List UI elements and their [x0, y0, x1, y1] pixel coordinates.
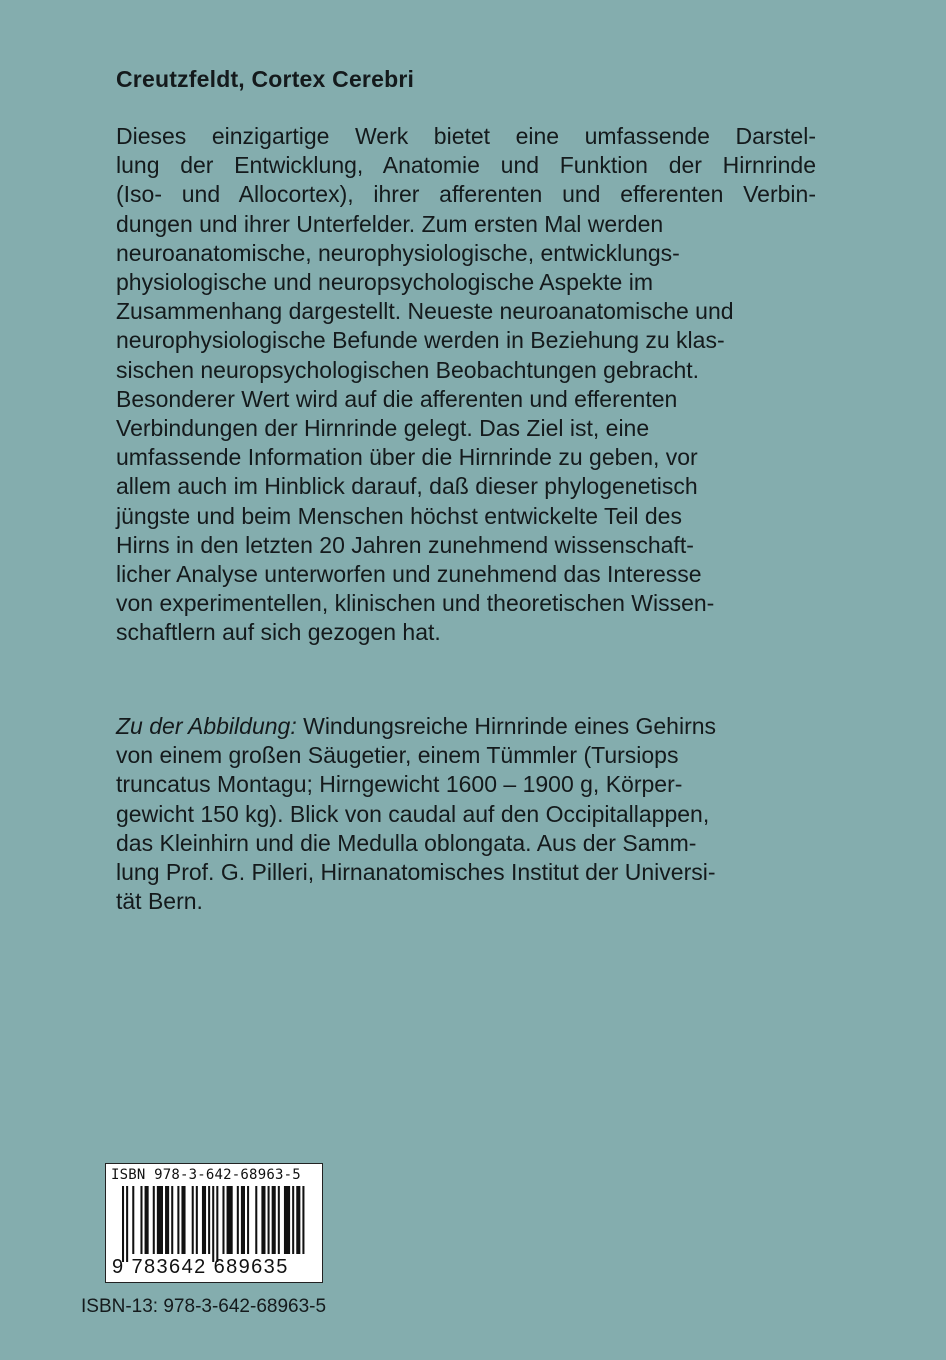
barcode-bar — [140, 1186, 142, 1254]
barcode-bar — [278, 1186, 280, 1254]
description-line: licher Analyse unterworfen und zunehmend das Interesse — [116, 561, 702, 588]
barcode-bar — [227, 1186, 233, 1254]
barcode-bar — [122, 1186, 124, 1262]
barcode-bar — [208, 1186, 210, 1254]
barcode-isbn-label: ISBN 978-3-642-68963-5 — [111, 1167, 301, 1183]
barcode-bar — [153, 1186, 155, 1254]
barcode-bar — [126, 1186, 128, 1262]
figure-caption — [116, 712, 752, 916]
barcode-bar — [284, 1186, 290, 1254]
book-title: Creutzfeldt, Cortex Cerebri — [116, 66, 415, 92]
description-line: umfassende Information über die Hirnrinde zu geben, vor — [116, 444, 698, 471]
barcode-bar — [302, 1186, 304, 1254]
description-line: (Iso- und Allocortex), ihrer afferenten und efferenten Verbin- — [116, 181, 816, 208]
caption-line — [116, 712, 752, 741]
barcode-bar — [241, 1186, 245, 1254]
description-line: von experimentellen, klinischen und theoretischen Wissen- — [116, 590, 715, 617]
barcode-bar — [296, 1186, 300, 1254]
barcode-bar — [247, 1186, 249, 1254]
barcode-bar — [268, 1186, 270, 1254]
isbn-barcode — [105, 1163, 323, 1283]
barcode-bar — [216, 1186, 218, 1262]
barcode-bar — [261, 1186, 265, 1254]
description-line: sischen neuropsychologischen Beobachtungen gebracht. — [116, 356, 700, 383]
description-line: lung der Entwicklung, Anatomie und Funktion der Hirnrinde — [116, 152, 816, 179]
caption-line: lung Prof. G. Pilleri, Hirnanatomisches Institut der Universi- — [116, 859, 716, 886]
barcode-bar — [132, 1186, 134, 1254]
barcode-bar — [202, 1186, 206, 1254]
barcode-bar — [165, 1186, 169, 1254]
barcode-bar — [212, 1186, 214, 1262]
barcode-bar — [181, 1186, 185, 1254]
description-line: allem auch im Hinblick darauf, daß dieser phylogenetisch — [116, 473, 698, 500]
description-line: Verbindungen der Hirnrinde gelegt. Das Ziel ist, eine — [116, 415, 650, 442]
caption-line: von einem großen Säugetier, einem Tümmler (Tursiops — [116, 742, 679, 769]
description-line: neurophysiologische Befunde werden in Beziehung zu klas- — [116, 327, 725, 354]
barcode-bar — [171, 1186, 173, 1254]
description-line: Hirns in den letzten 20 Jahren zunehmend wissenschaft- — [116, 531, 694, 558]
barcode-bar — [157, 1186, 163, 1254]
barcode-bar — [196, 1186, 198, 1254]
barcode-bar — [222, 1186, 224, 1254]
barcode-bar — [237, 1186, 239, 1254]
description-line: Dieses einzigartige Werk bietet eine umfassende Darstel- — [116, 123, 816, 149]
caption-line: gewicht 150 kg). Blick von caudal auf den Occipitallappen, — [116, 800, 710, 827]
book-description — [116, 122, 816, 648]
description-line: jüngste und beim Menschen höchst entwickelte Teil des — [116, 502, 682, 529]
barcode-bar — [292, 1186, 294, 1254]
description-line: physiologische und neuropsychologische Aspekte im — [116, 269, 653, 296]
barcode-bar — [272, 1186, 276, 1254]
description-line: Besonderer Wert wird auf die afferenten und efferenten — [116, 385, 678, 412]
barcode-bar — [255, 1186, 257, 1254]
barcode-bar — [192, 1186, 194, 1254]
barcode-bar — [145, 1186, 149, 1254]
description-line: Zusammenhang dargestellt. Neueste neuroanatomische und — [116, 298, 734, 325]
description-line: schaftlern auf sich gezogen hat. — [116, 619, 441, 646]
caption-first-line-text: Windungsreiche Hirnrinde eines Gehirns — [303, 713, 717, 739]
caption-line: tät Bern. — [116, 888, 203, 915]
caption-line: das Kleinhirn und die Medulla oblongata. Aus der Samm- — [116, 829, 697, 856]
description-line: neuroanatomische, neurophysiologische, entwicklungs- — [116, 239, 680, 266]
isbn-13: ISBN-13: 978-3-642-68963-5 — [81, 1296, 327, 1317]
description-line: dungen und ihrer Unterfelder. Zum ersten Mal werden — [116, 210, 664, 237]
caption-label: Zu der Abbildung: — [116, 713, 297, 739]
barcode-digits: 9 783642 689635 — [112, 1256, 289, 1278]
barcode-bar — [177, 1186, 179, 1254]
caption-line: truncatus Montagu; Hirngewicht 1600 – 1900 g, Körper- — [116, 771, 683, 798]
